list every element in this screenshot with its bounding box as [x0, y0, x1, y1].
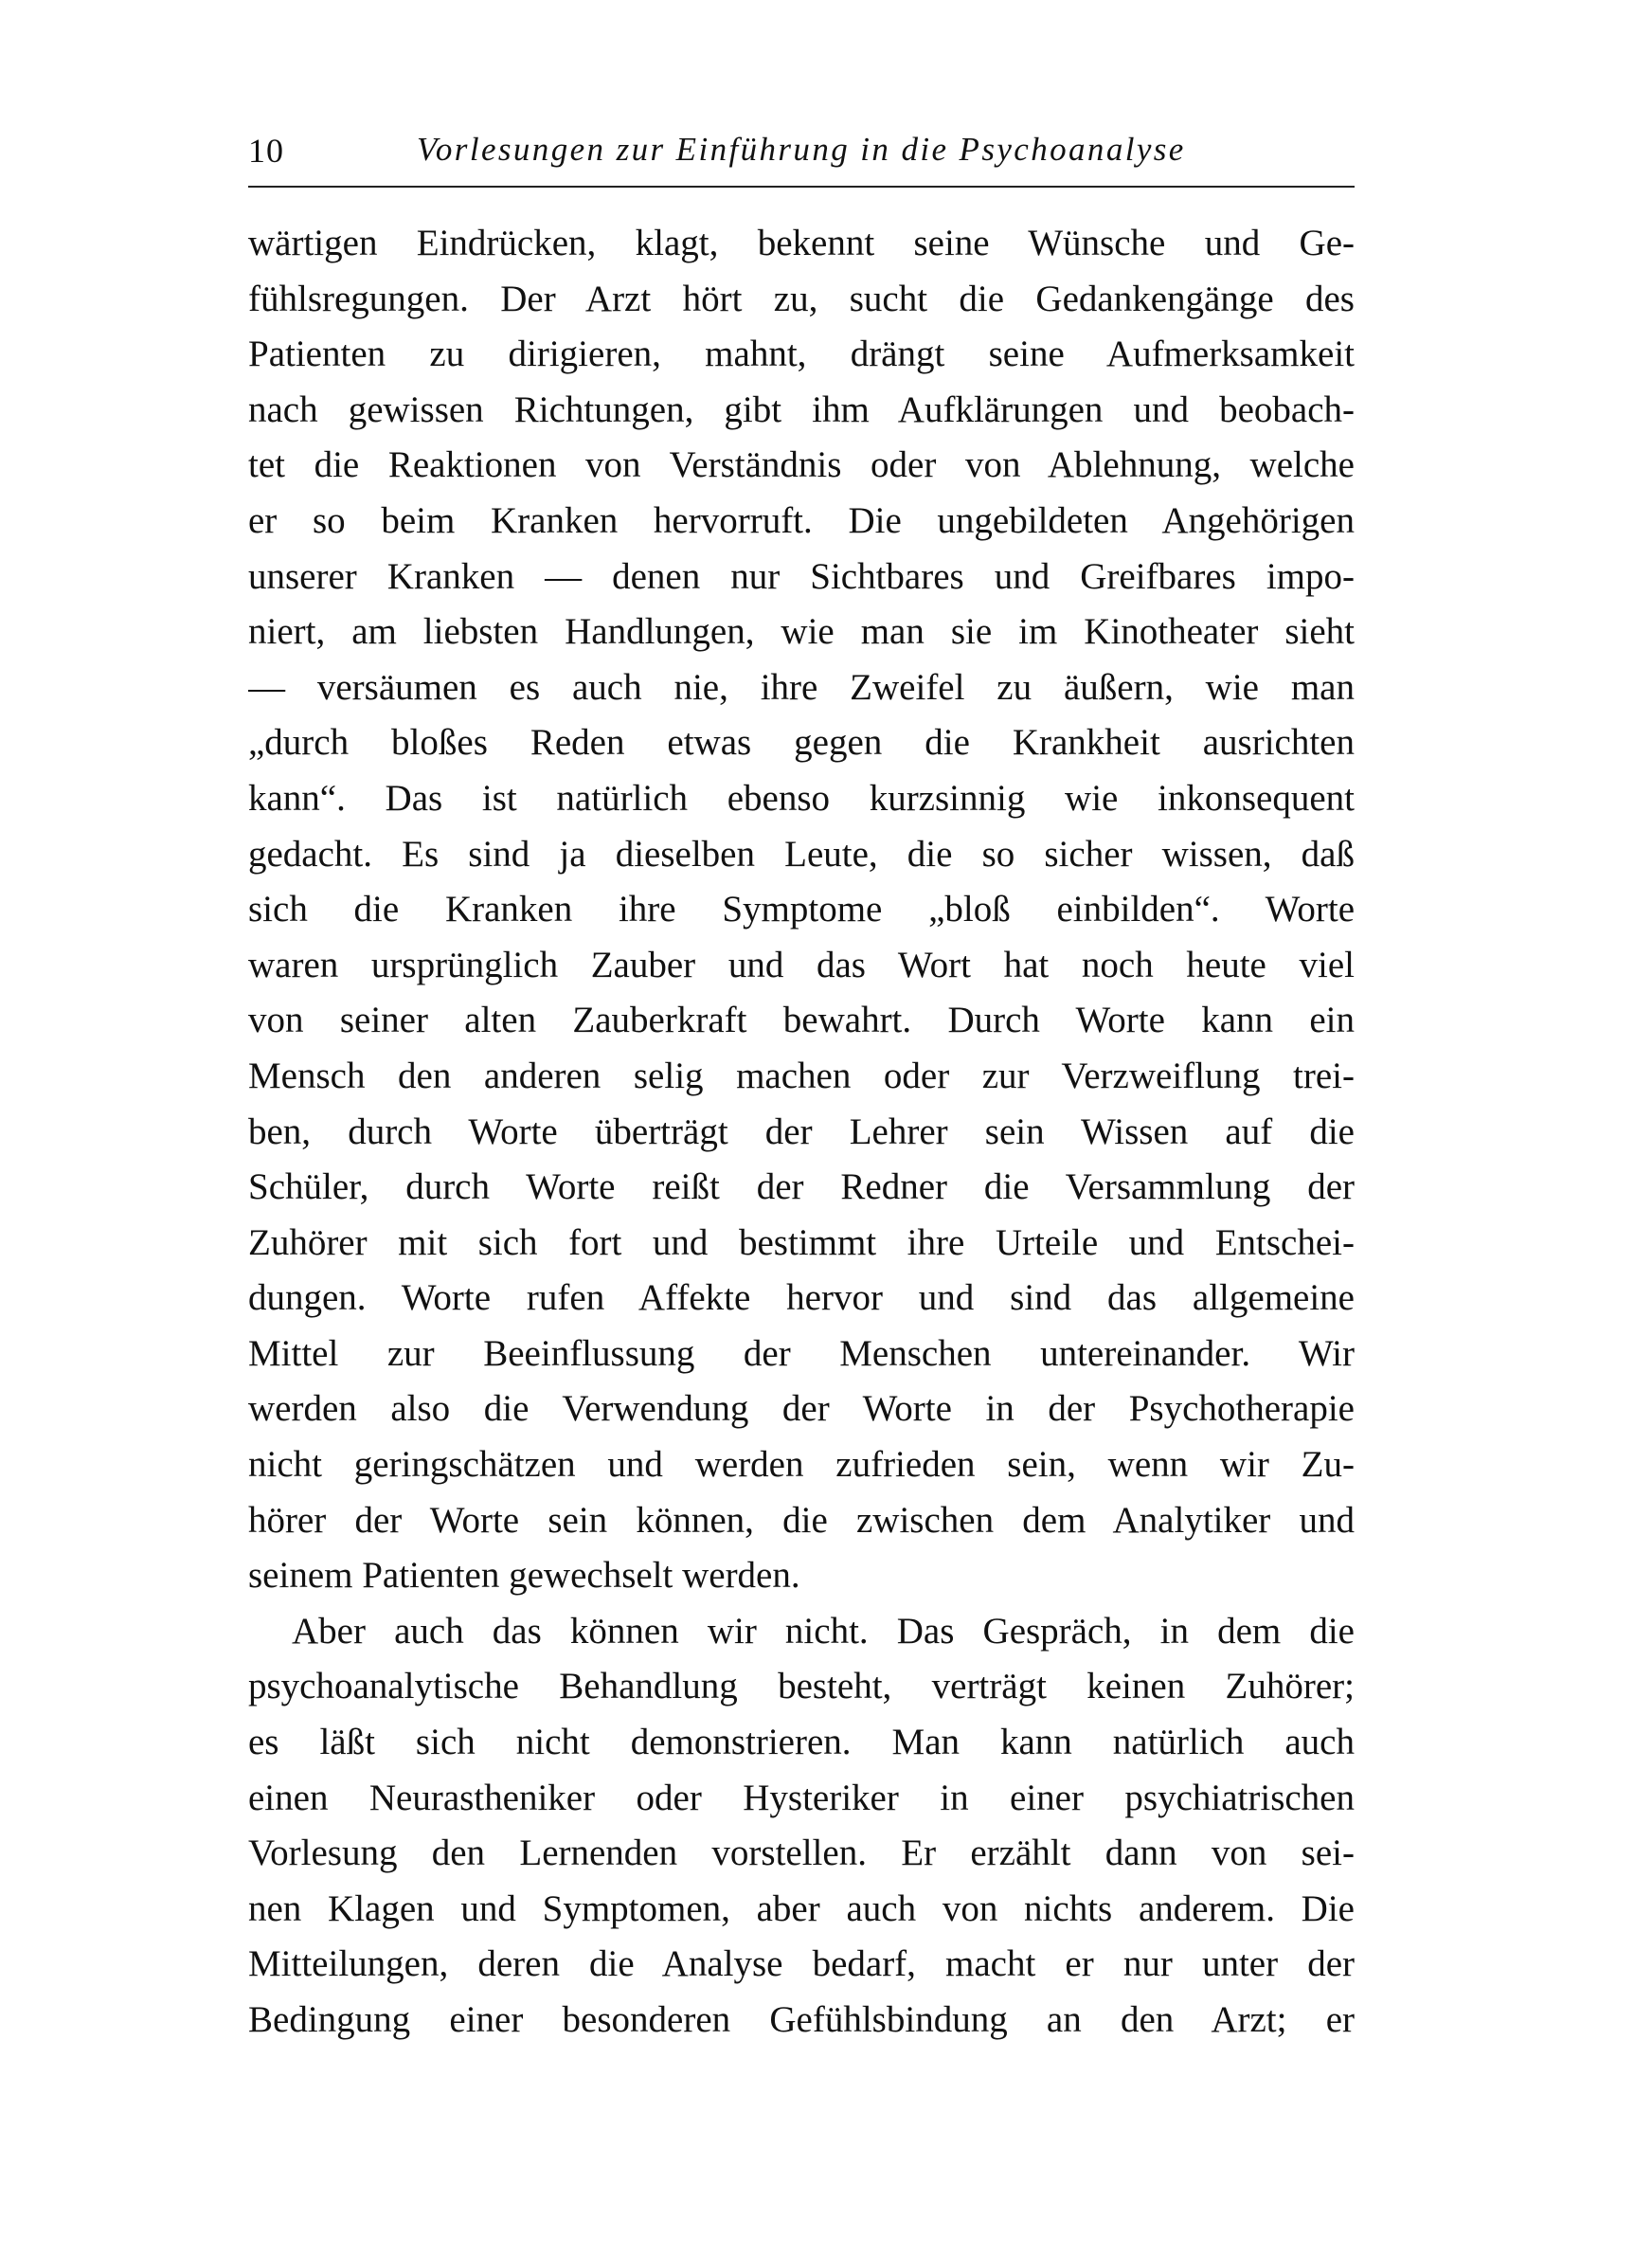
text-line: Bedingung einer besonderen Gefühlsbindung an den Arzt; er	[248, 1999, 1355, 2040]
body-text	[248, 216, 1355, 2049]
text-line: von seiner alten Zauberkraft bewahrt. Durch Worte kann ein	[248, 1000, 1355, 1041]
text-line: Zuhörer mit sich fort und bestimmt ihre Urteile und Entschei-	[248, 1221, 1355, 1263]
text-line: tet die Reaktionen von Verständnis oder von Ablehnung, welche	[248, 444, 1355, 486]
text-line: es läßt sich nicht demonstrieren. Man kann natürlich auch	[248, 1722, 1355, 1763]
text-line: unserer Kranken — denen nur Sichtbares und Greifbares impo-	[248, 555, 1355, 597]
text-line: dungen. Worte rufen Affekte hervor und sind das allgemeine	[248, 1277, 1355, 1319]
text-line: niert, am liebsten Handlungen, wie man sie im Kinotheater sieht	[248, 611, 1355, 653]
text-line: werden also die Verwendung der Worte in der Psychotherapie	[248, 1388, 1355, 1430]
text-line: fühlsregungen. Der Arzt hört zu, sucht die Gedankengänge des	[248, 278, 1355, 319]
text-line: gedacht. Es sind ja dieselben Leute, die so sicher wissen, daß	[248, 833, 1355, 875]
text-line: sich die Kranken ihre Symptome „bloß einbilden“. Worte	[248, 889, 1355, 930]
text-line: nen Klagen und Symptomen, aber auch von nichts anderem. Die	[248, 1887, 1355, 1929]
running-title: Vorlesungen zur Einführung in die Psychoanalyse	[417, 131, 1186, 168]
text-line: Schüler, durch Worte reißt der Redner die Versammlung der	[248, 1166, 1355, 1208]
text-line: Mensch den anderen selig machen oder zur Verzweiflung trei-	[248, 1055, 1355, 1096]
text-line: psychoanalytische Behandlung besteht, verträgt keinen Zuhörer;	[248, 1666, 1355, 1707]
header-rule	[248, 186, 1355, 188]
text-line: kann“. Das ist natürlich ebenso kurzsinnig wie inkonsequent	[248, 777, 1355, 819]
text-line: wärtigen Eindrücken, klagt, bekennt seine Wünsche und Ge-	[248, 223, 1355, 263]
text-line: nicht geringschätzen und werden zufrieden sein, wenn wir Zu-	[248, 1444, 1355, 1486]
text-line: — versäumen es auch nie, ihre Zweifel zu äußern, wie man	[248, 666, 1355, 708]
paragraph-start-line: Aber auch das können wir nicht. Das Gespräch, in dem die	[292, 1610, 1355, 1652]
page-header	[248, 123, 1355, 190]
text-line: Vorlesung den Lernenden vorstellen. Er erzählt dann von sei-	[248, 1833, 1355, 1874]
text-line: „durch bloßes Reden etwas gegen die Krankheit ausrichten	[248, 722, 1355, 764]
text-line: er so beim Kranken hervorruft. Die ungebildeten Angehörigen	[248, 499, 1355, 541]
text-line: Mittel zur Beeinflussung der Menschen untereinander. Wir	[248, 1332, 1355, 1374]
text-line: Mitteilungen, deren die Analyse bedarf, macht er nur unter der	[248, 1943, 1355, 1985]
paragraph-end-line: seinem Patienten gewechselt werden.	[248, 1555, 800, 1597]
text-line: hörer der Worte sein können, die zwischen dem Analytiker und	[248, 1499, 1355, 1541]
text-line: Patienten zu dirigieren, mahnt, drängt seine Aufmerksamkeit	[248, 334, 1355, 375]
text-line: waren ursprünglich Zauber und das Wort hat noch heute viel	[248, 944, 1355, 985]
text-line: nach gewissen Richtungen, gibt ihm Aufklärungen und beobach-	[248, 388, 1355, 430]
page-number: 10	[248, 132, 284, 170]
text-line: einen Neurastheniker oder Hysteriker in einer psychiatrischen	[248, 1777, 1355, 1818]
text-line: ben, durch Worte überträgt der Lehrer sein Wissen auf die	[248, 1110, 1355, 1152]
